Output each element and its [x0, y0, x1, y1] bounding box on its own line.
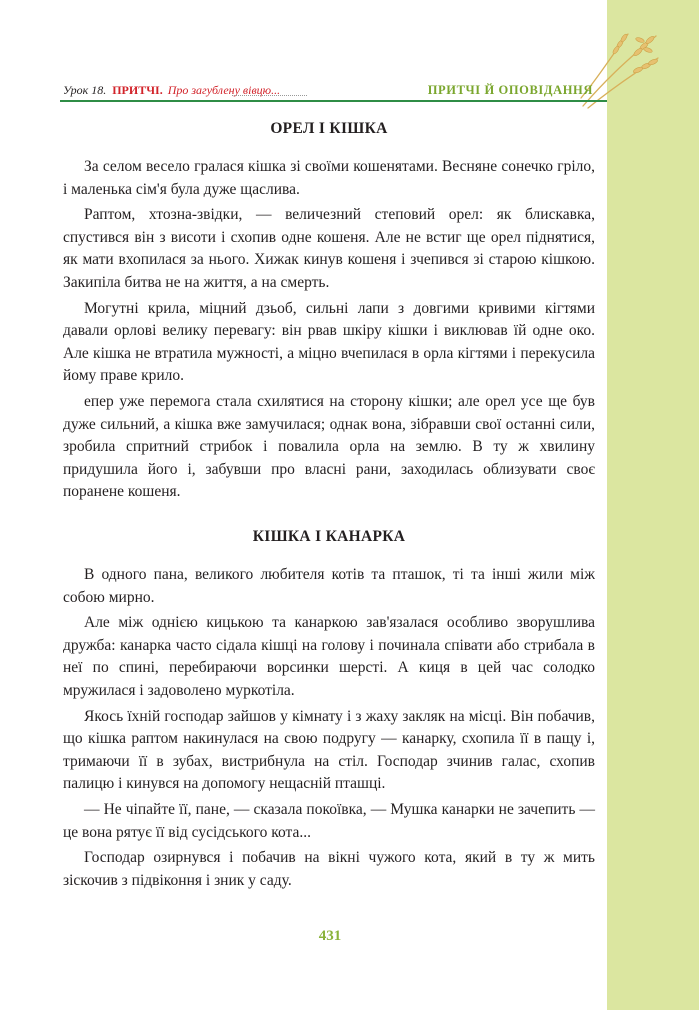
paragraph: За селом весело гралася кішка зі своїми кошенятами. Весняне сонечко гріло, і маленька сім'я була дуже щаслива. [63, 158, 595, 198]
paragraph: Могутні крила, міцний дзьоб, сильні лапи з довгими кривими кігтями давали орлові велику перевагу: він рвав шкіру кішки і виклював їй одне око. Але кішка не втратила мужності, а міцно вчепилася в орла кігтями і перекусила йому праве крило. [63, 299, 595, 385]
paragraph: Раптом, хтозна-звідки, — величезний степовий орел: як блискавка, спустився він з висоти і схопив одне кошеня. Але не встиг ще орел піднятися, як мати вхопилася за нього. Хижак кинув кошеня і зчепився зі старою кішкою. Закипіла битва не на життя, а на смерть. [63, 206, 595, 291]
lesson-number: Урок 18. [63, 83, 107, 97]
running-head [63, 81, 593, 99]
story-title: КІШКА І КАНАРКА [252, 528, 406, 545]
section-title: ПРИТЧІ. [112, 83, 163, 97]
story-eagle-and-cat [63, 120, 595, 507]
paragraph: Але між однією кицькою та канаркою зав'язалася особливо зворушлива дружба: канарка часто сідала кішці на голову і починала співати або стрибала в неї по спині, перебираючи ворсинки шерсті. А киця в цей час солодко мружилася і задоволено муркотіла. [63, 614, 595, 699]
header-rule [60, 100, 607, 102]
paragraph: Якось їхній господар зайшов у кімнату і з жаху закляк на місці. Він побачив, що кішка раптом накинулася на свою подругу — канарку, схопила її в пащу і, тримаючи її в зубах, вистрибнула на стіл. Господар зчинив галас, схопив палицю і кинувся на допомогу нещасній пташці. [63, 707, 595, 793]
chapter-title: ПРИТЧІ Й ОПОВІДАННЯ [427, 83, 593, 97]
side-color-strip [607, 0, 699, 1010]
story-title: ОРЕЛ І КІШКА [270, 120, 388, 137]
header-dotted-leader [232, 95, 307, 96]
lesson-info [63, 81, 280, 99]
paragraph: Господар озирнувся і побачив на вікні чужого кота, який в ту ж мить зіскочив з підвіконня і зник у саду. [63, 849, 595, 889]
story-cat-and-canary [63, 528, 595, 895]
paragraph: В одного пана, великого любителя котів та пташок, ті та інші жили між собою мирно. [63, 566, 595, 606]
page-number: 431 [318, 928, 342, 944]
paragraph: епер уже перемога стала схилятися на сторону кішки; але орел усе ще був дуже сильний, а кішка вже замучилася; однак вона, зібравши свої останні сили, зробила спритний стрибок і повалила орла на землю. В ту ж хвилину придушила його і, забувши про власні рани, заходилась облизувати своє поранене кошеня. [63, 392, 595, 501]
paragraph: — Не чіпайте її, пане, — сказала покоївка, — Мушка канарки не зачепить — це вона рятує її від сусідського кота... [63, 800, 595, 841]
lesson-topic: Про загублену вівцю... [167, 83, 281, 97]
